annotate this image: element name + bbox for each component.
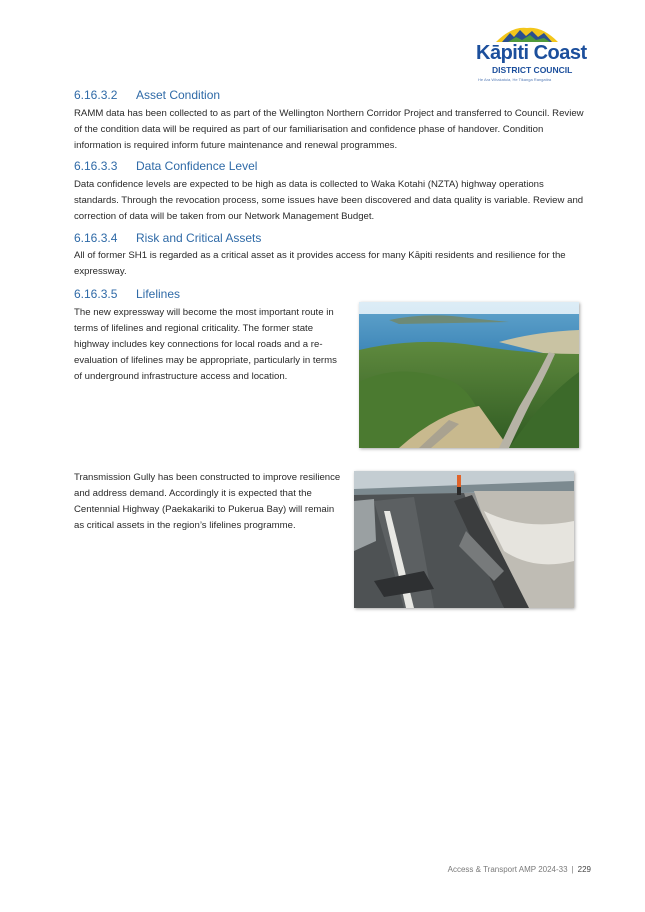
section-title: Data Confidence Level xyxy=(136,159,258,173)
footer-separator: | xyxy=(571,865,574,874)
section-title: Asset Condition xyxy=(136,88,221,102)
section-number: 6.16.3.4 xyxy=(74,231,118,245)
council-logo xyxy=(470,22,595,82)
section-body-asset-condition: RAMM data has been collected to as part of the Wellington Northern Corridor Project and transferred to Council. Review of the condition data will be required as part of our familiarisation and confidence phase of handover. Condition information is required inform future maintenance and renewal programmes. xyxy=(74,108,584,151)
section-title: Risk and Critical Assets xyxy=(136,231,262,245)
logo-tagline: He Ara Whakatuia, He Tikanga Rangatira xyxy=(478,77,552,82)
section-body-lifelines: The new expressway will become the most important route in terms of lifelines and regional criticality. The former state highway includes key connections for local roads and a re-evaluation of lifelines may be appropriate, particularly in terms of underground infrastructure access and location. xyxy=(74,307,337,382)
section-title: Lifelines xyxy=(136,287,181,301)
section-body-risk-critical: All of former SH1 is regarded as a critical asset as it provides access for many Kāpiti residents and resilience for the expressway. xyxy=(74,250,566,277)
section-number: 6.16.3.5 xyxy=(74,287,118,301)
section-number: 6.16.3.2 xyxy=(74,88,118,102)
section-body-lifelines-continued: Transmission Gully has been constructed to improve resilience and address demand. Accordingly it is expected that the Centennial Highway (Paekakariki to Pukerua Bay) will remain as critical assets in the region’s lifelines programme. xyxy=(74,472,341,531)
section-heading-risk-critical xyxy=(74,231,261,245)
logo-name: Kāpiti Coast xyxy=(476,42,587,64)
section-body-data-confidence: Data confidence levels are expected to be high as data is collected to Waka Kotahi (NZTA) highway operations standards. Through the revocation process, some issues have been discovered and data quality is variable. Review and correction of data will be taken from our Network Management Budget. xyxy=(74,179,584,222)
mountain-sun-icon xyxy=(492,22,562,44)
logo-subtitle: DISTRICT COUNCIL xyxy=(492,65,573,75)
expressway-aerial-photo xyxy=(359,302,579,448)
section-heading-asset-condition xyxy=(74,88,220,102)
section-number: 6.16.3.3 xyxy=(74,159,118,173)
page-number: 229 xyxy=(577,865,591,874)
damaged-coastal-road-photo xyxy=(354,471,574,608)
section-heading-lifelines xyxy=(74,287,180,301)
page-footer xyxy=(448,865,591,874)
footer-document-title: Access & Transport AMP 2024-33 xyxy=(447,865,568,874)
section-heading-data-confidence xyxy=(74,159,257,173)
